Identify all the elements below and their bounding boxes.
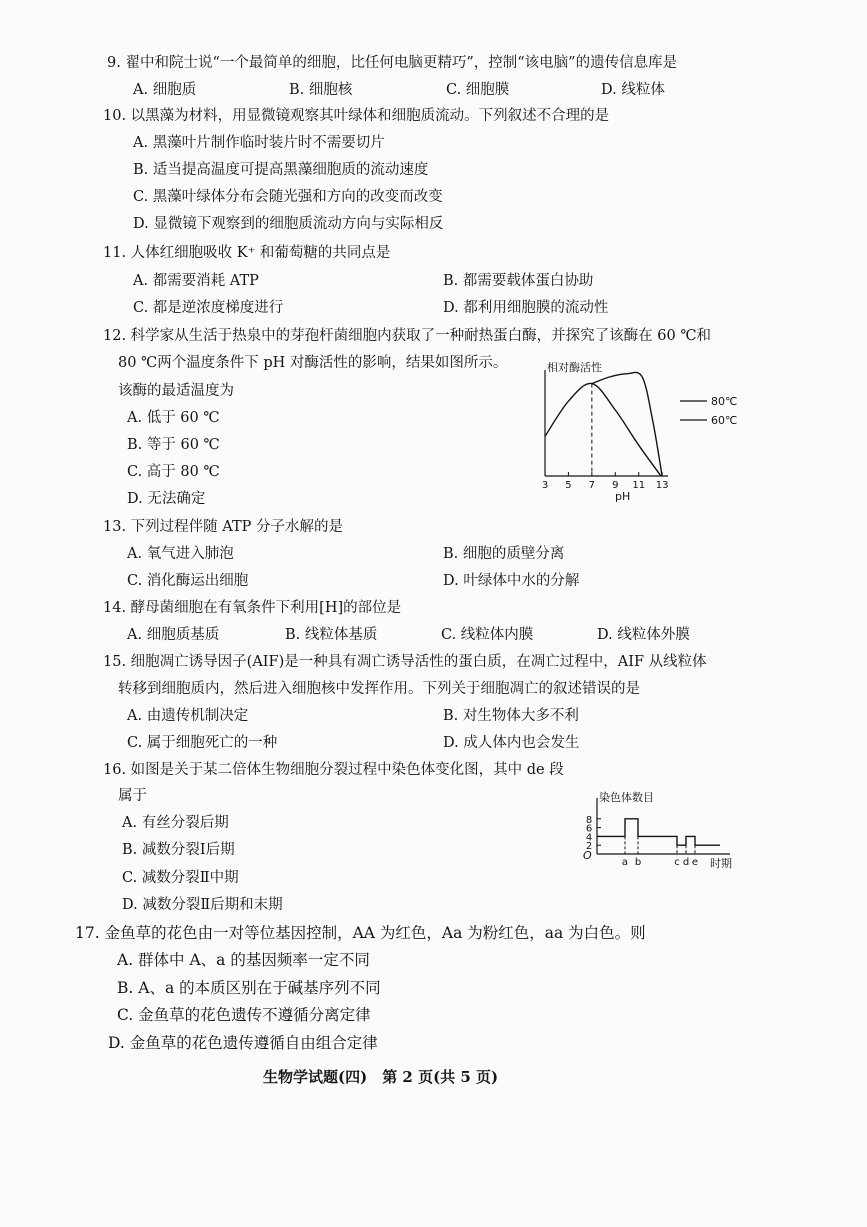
legend-80c-label: 80℃	[711, 395, 738, 408]
x-axis-label: pH	[615, 490, 631, 503]
q14-option-b: B. 线粒体基质	[285, 627, 378, 643]
q10-option-c: C. 黑藻叶绿体分布会随光强和方向的改变而改变	[133, 189, 443, 205]
q17-option-d: D. 金鱼草的花色遗传遵循自由组合定律	[108, 1034, 378, 1052]
q11-option-b: B. 都需要载体蛋白协助	[443, 273, 594, 289]
x-tick-label: 5	[565, 480, 572, 491]
q16-option-a: A. 有丝分裂后期	[122, 815, 229, 831]
q9-option-a: A. 细胞质	[133, 82, 197, 98]
x-marker-label: e	[691, 857, 699, 868]
series-80c-line	[545, 383, 661, 476]
q12-option-d: D. 无法确定	[127, 491, 206, 507]
q14-option-c: C. 线粒体内膜	[441, 627, 534, 643]
q16-option-d: D. 减数分裂Ⅱ后期和末期	[122, 897, 283, 913]
q15-option-b: B. 对生物体大多不利	[443, 708, 579, 724]
page-footer: 生物学试题(四) 第 2 页(共 5 页)	[263, 1068, 499, 1086]
q10-stem: 10. 以黑藻为材料，用显微镜观察其叶绿体和细胞质流动。下列叙述不合理的是	[103, 108, 610, 124]
q11-option-c: C. 都是逆浓度梯度进行	[133, 300, 284, 316]
origin-label: O	[583, 849, 592, 862]
q10-option-b: B. 适当提高温度可提高黑藻细胞质的流动速度	[133, 162, 429, 178]
x-tick-label: 13	[655, 480, 669, 491]
q16-option-c: C. 减数分裂Ⅱ中期	[122, 870, 239, 886]
q9-option-b: B. 细胞核	[289, 82, 353, 98]
y-tick-label: 4	[585, 832, 593, 844]
q16-stem-line2: 属于	[118, 788, 147, 804]
q12-option-a: A. 低于 60 ℃	[127, 410, 220, 426]
q13-option-b: B. 细胞的质壁分离	[443, 546, 565, 562]
q9-option-d: D. 线粒体	[601, 82, 665, 98]
x-marker-label: a	[621, 857, 629, 868]
q16-stem-line1: 16. 如图是关于某二倍体生物细胞分裂过程中染色体变化图，其中 de 段	[103, 762, 564, 778]
q12-stem-line3: 该酶的最适温度为	[118, 383, 234, 399]
q17-stem: 17. 金鱼草的花色由一对等位基因控制，AA 为红色，Aa 为粉红色，aa 为白色。则	[75, 924, 646, 942]
x-tick-label: 9	[612, 480, 619, 491]
q11-option-d: D. 都利用细胞膜的流动性	[443, 300, 609, 316]
legend-60c-label: 60℃	[711, 414, 738, 427]
y-tick-label: 6	[585, 823, 593, 835]
q13-option-d: D. 叶绿体中水的分解	[443, 573, 580, 589]
x-tick-label: 3	[541, 480, 549, 491]
x-marker-label: d	[682, 857, 690, 868]
q9-option-c: C. 细胞膜	[446, 82, 510, 98]
x-marker-label: c	[674, 857, 680, 868]
y-axis-label: 相对酶活性	[547, 361, 602, 374]
q17-option-a: A. 群体中 A、a 的基因频率一定不同	[117, 951, 370, 969]
q15-stem-line2: 转移到细胞质内，然后进入细胞核中发挥作用。下列关于细胞凋亡的叙述错误的是	[118, 681, 640, 697]
x-axis-label: 时期	[710, 857, 732, 870]
q14-option-a: A. 细胞质基质	[127, 627, 220, 643]
q12-option-b: B. 等于 60 ℃	[127, 437, 220, 453]
q14-option-d: D. 线粒体外膜	[597, 627, 690, 643]
q10-option-d: D. 显微镜下观察到的细胞质流动方向与实际相反	[133, 216, 444, 232]
q12-option-c: C. 高于 80 ℃	[127, 464, 220, 480]
q10-option-a: A. 黑藻叶片制作临时装片时不需要切片	[133, 135, 385, 151]
q17-option-b: B. A、a 的本质区别在于碱基序列不同	[117, 979, 381, 997]
chromosome-number-chart	[580, 790, 750, 870]
y-axis-label: 染色体数目	[599, 791, 654, 804]
x-marker-label: b	[634, 857, 642, 868]
q9-stem: 9. 翟中和院士说“一个最简单的细胞，比任何电脑更精巧”，控制“该电脑”的遗传信息库是	[107, 55, 678, 71]
q12-stem-line2: 80 ℃两个温度条件下 pH 对酶活性的影响，结果如图所示。	[118, 355, 508, 371]
q16-option-b: B. 减数分裂Ⅰ后期	[122, 842, 235, 858]
x-tick-label: 11	[632, 480, 646, 491]
q12-stem-line1: 12. 科学家从生活于热泉中的芽孢杆菌细胞内获取了一种耐热蛋白酶，并探究了该酶在 60 ℃和	[103, 328, 712, 344]
q15-stem-line1: 15. 细胞凋亡诱导因子(AIF)是一种具有凋亡诱导活性的蛋白质，在凋亡过程中，AIF 从线粒体	[103, 654, 707, 670]
enzyme-activity-chart	[535, 358, 750, 503]
q13-option-a: A. 氧气进入肺泡	[127, 546, 234, 562]
series-60c-line	[592, 372, 662, 476]
q11-option-a: A. 都需要消耗 ATP	[133, 273, 259, 289]
q17-option-c: C. 金鱼草的花色遗传不遵循分离定律	[117, 1006, 371, 1024]
q13-option-c: C. 消化酶运出细胞	[127, 573, 249, 589]
y-tick-label: 2	[585, 841, 593, 853]
q13-stem: 13. 下列过程伴随 ATP 分子水解的是	[103, 519, 343, 535]
q15-option-d: D. 成人体内也会发生	[443, 735, 580, 751]
q11-stem: 11. 人体红细胞吸收 K⁺ 和葡萄糖的共同点是	[103, 245, 391, 261]
q15-option-a: A. 由遗传机制决定	[127, 708, 249, 724]
q14-stem: 14. 酵母菌细胞在有氧条件下利用[H]的部位是	[103, 600, 402, 616]
x-tick-label: 7	[588, 480, 596, 491]
chromosome-step-line	[597, 819, 720, 845]
y-tick-label: 8	[585, 814, 593, 826]
q15-option-c: C. 属于细胞死亡的一种	[127, 735, 278, 751]
